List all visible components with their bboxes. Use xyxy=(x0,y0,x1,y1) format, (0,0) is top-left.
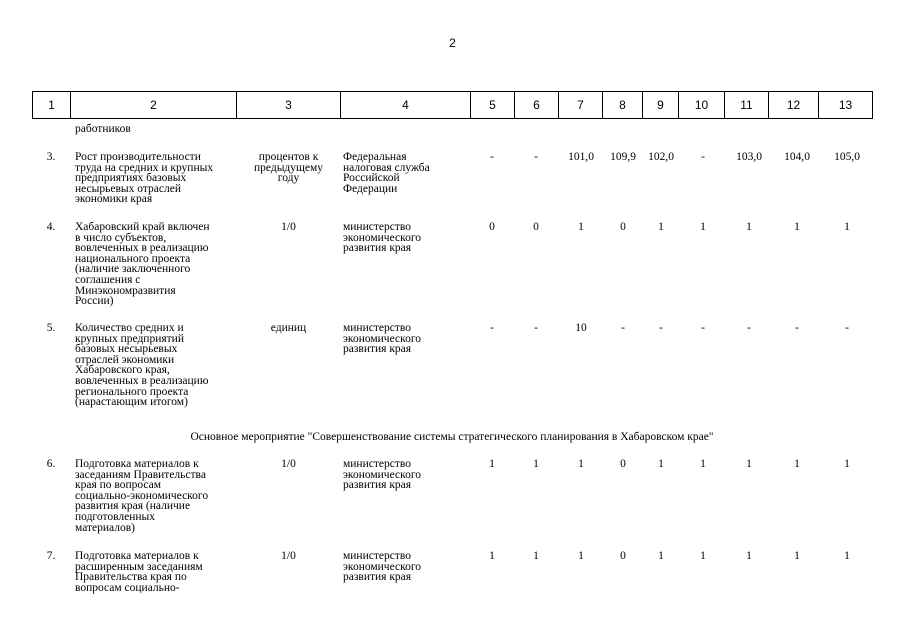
value-cell: 1 xyxy=(533,550,539,562)
row-number: 4. xyxy=(46,221,56,233)
value-cell: - xyxy=(490,151,494,163)
value-cell: 1 xyxy=(578,221,584,233)
value-cell: 1 xyxy=(578,550,584,562)
value-cell: - xyxy=(534,151,538,163)
value-cell: 1 xyxy=(700,221,706,233)
unit-of-measure: 1/0 xyxy=(281,221,296,233)
value-cell: 1 xyxy=(794,221,800,233)
row-number: 7. xyxy=(46,550,56,562)
unit-of-measure: процентов к предыдущему году xyxy=(253,151,324,185)
continuation-row xyxy=(32,120,872,152)
value-cell: 1 xyxy=(746,221,752,233)
unit-of-measure: 1/0 xyxy=(281,458,296,470)
value-cell: 109,9 xyxy=(610,151,636,163)
column-number-header xyxy=(32,91,873,119)
header-cell: 9 xyxy=(643,92,679,119)
value-cell: - xyxy=(490,322,494,334)
value-cell: - xyxy=(795,322,799,334)
value-cell: 0 xyxy=(489,221,495,233)
row-number: 6. xyxy=(46,458,56,470)
value-cell: - xyxy=(701,322,705,334)
value-cell: 0 xyxy=(620,550,626,562)
section-title: Основное мероприятие "Совершенствование системы стратегического планирования в Хабаровском крае" xyxy=(190,431,714,443)
value-cell: 105,0 xyxy=(834,151,860,163)
row-number: 5. xyxy=(46,322,56,334)
value-cell: 104,0 xyxy=(784,151,810,163)
value-cell: 1 xyxy=(489,550,495,562)
header-cell: 6 xyxy=(515,92,559,119)
value-cell: 1 xyxy=(794,458,800,470)
value-cell: 0 xyxy=(620,458,626,470)
continuation-text: работников xyxy=(75,123,131,135)
value-cell: 103,0 xyxy=(736,151,762,163)
value-cell: 1 xyxy=(700,550,706,562)
value-cell: 1 xyxy=(489,458,495,470)
header-cell: 5 xyxy=(471,92,515,119)
page-number: 2 xyxy=(449,36,456,50)
unit-of-measure: единиц xyxy=(270,322,307,334)
value-cell: - xyxy=(534,322,538,334)
value-cell: 1 xyxy=(533,458,539,470)
value-cell: 1 xyxy=(844,550,850,562)
table-body xyxy=(32,120,872,611)
table-row xyxy=(32,323,872,431)
table-row xyxy=(32,459,872,551)
header-cell: 7 xyxy=(559,92,603,119)
table-row xyxy=(32,551,872,611)
value-cell: 1 xyxy=(658,221,664,233)
header-cell: 12 xyxy=(769,92,819,119)
table-row xyxy=(32,222,872,323)
data-source: министерство экономического развития края xyxy=(343,221,422,255)
value-cell: 101,0 xyxy=(568,151,594,163)
value-cell: 1 xyxy=(700,458,706,470)
unit-of-measure: 1/0 xyxy=(281,550,296,562)
header-cell: 1 xyxy=(33,92,71,119)
data-source: министерство экономического развития края xyxy=(343,550,422,584)
value-cell: 10 xyxy=(575,322,587,334)
value-cell: 1 xyxy=(746,458,752,470)
value-cell: 102,0 xyxy=(648,151,674,163)
value-cell: 1 xyxy=(844,458,850,470)
row-number: 3. xyxy=(46,151,56,163)
data-source: министерство экономического развития края xyxy=(343,322,422,356)
value-cell: - xyxy=(701,151,705,163)
data-source: Федеральная налоговая служба Российской Федерации xyxy=(343,151,430,195)
header-cell: 4 xyxy=(341,92,471,119)
value-cell: 1 xyxy=(578,458,584,470)
value-cell: 1 xyxy=(746,550,752,562)
value-cell: - xyxy=(621,322,625,334)
indicator-name: Подготовка материалов к заседаниям Правительства края по вопросам социально-экономического развития края (наличие подготовленных материалов) xyxy=(75,458,209,534)
value-cell: 0 xyxy=(533,221,539,233)
value-cell: 1 xyxy=(658,458,664,470)
indicator-name: Подготовка материалов к расширенным заседаниям Правительства края по вопросам социально- xyxy=(75,550,203,594)
header-cell: 13 xyxy=(819,92,873,119)
value-cell: - xyxy=(747,322,751,334)
value-cell: 1 xyxy=(794,550,800,562)
value-cell: - xyxy=(659,322,663,334)
indicator-name: Хабаровский край включен в число субъектов, вовлеченных в реализацию национального проекта (наличие заключенного соглашения с Минэкономразвития России) xyxy=(75,221,210,308)
indicator-name: Рост производительности труда на средних и крупных предприятиях базовых несырьевых отраслей экономики края xyxy=(75,151,214,206)
value-cell: 0 xyxy=(620,221,626,233)
header-cell: 3 xyxy=(237,92,341,119)
data-source: министерство экономического развития края xyxy=(343,458,422,492)
value-cell: 1 xyxy=(658,550,664,562)
value-cell: - xyxy=(845,322,849,334)
value-cell: 1 xyxy=(844,221,850,233)
indicator-name: Количество средних и крупных предприятий базовых несырьевых отраслей экономики Хабаровского края, вовлеченных в реализацию регионального проекта (нарастающим итогом) xyxy=(75,322,209,409)
header-cell: 11 xyxy=(725,92,769,119)
header-cell: 10 xyxy=(679,92,725,119)
header-cell: 2 xyxy=(71,92,237,119)
header-cell: 8 xyxy=(603,92,643,119)
table-row xyxy=(32,152,872,222)
